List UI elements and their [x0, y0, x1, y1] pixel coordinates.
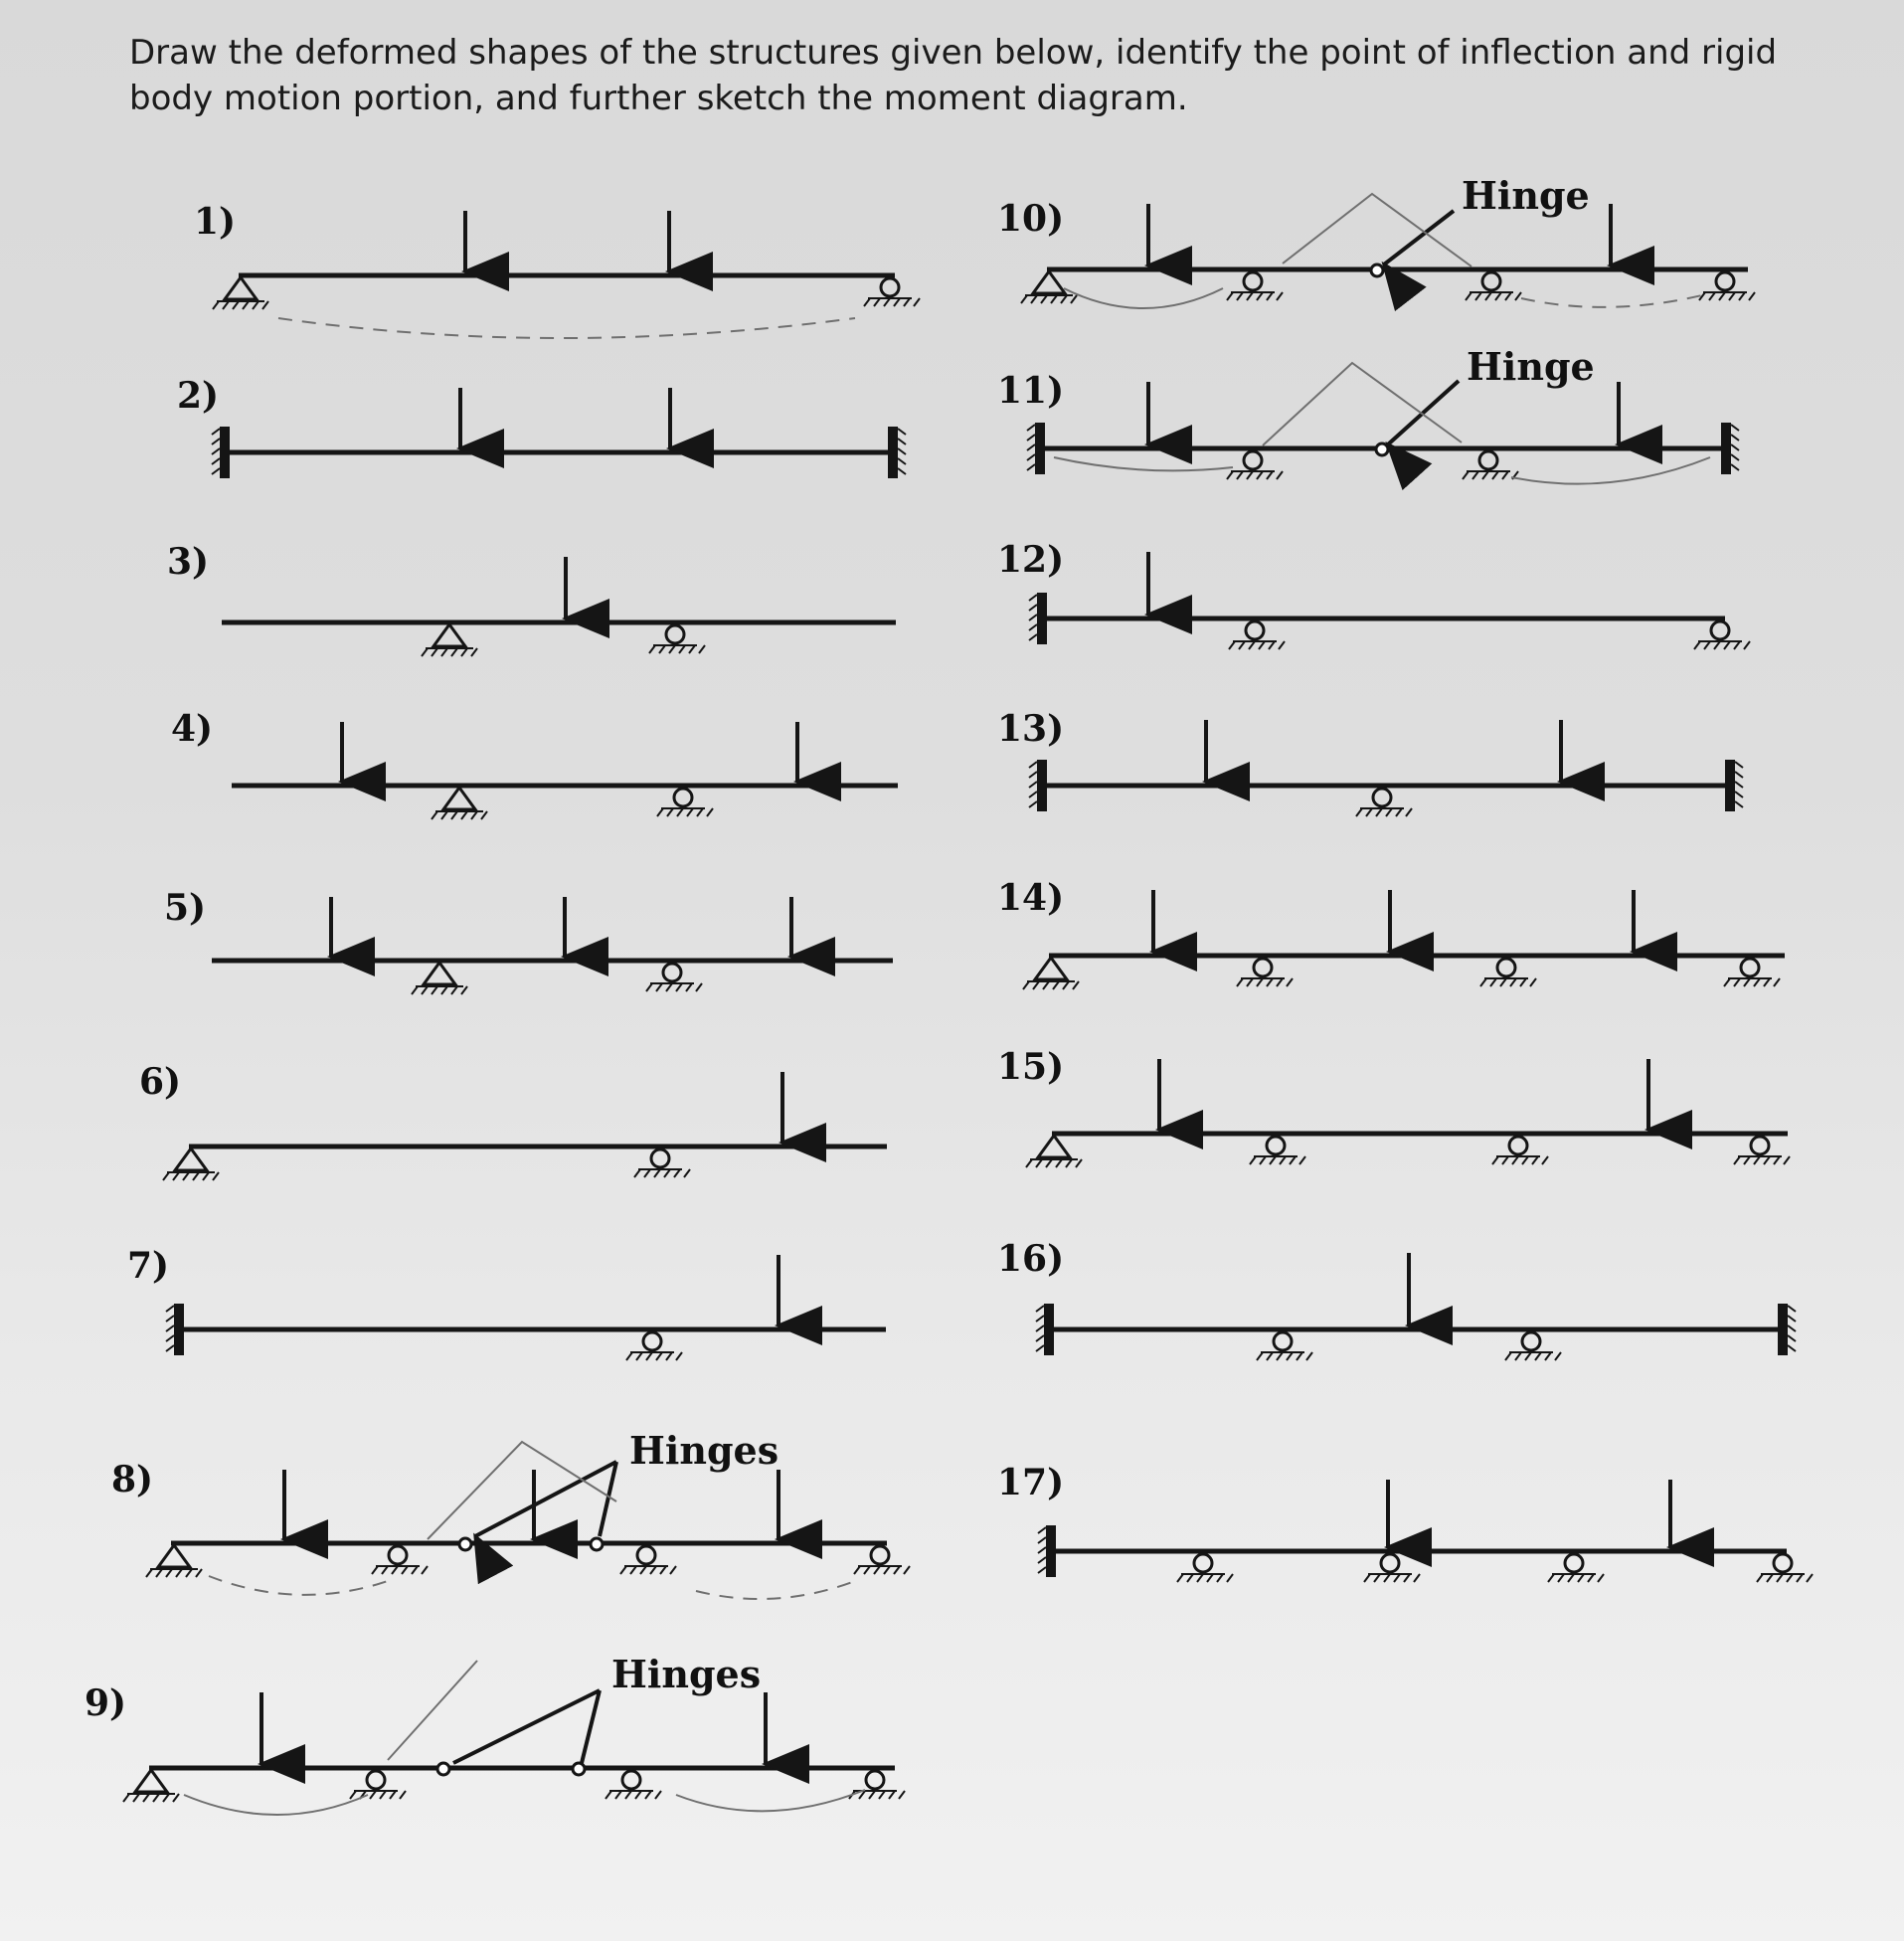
- problem-2: [177, 375, 906, 478]
- problem-6: [139, 1061, 887, 1180]
- problem-label: 7): [127, 1245, 170, 1287]
- problem-17: [997, 1462, 1813, 1582]
- problem-5: [164, 887, 893, 994]
- problem-3: [167, 541, 896, 656]
- instructions-text: Draw the deformed shapes of the structures given below, identify the point of inflection and rigid body motion portion, and further sketch the moment diagram.: [129, 33, 1778, 118]
- problem-12: [997, 539, 1750, 649]
- problem-label: 14): [997, 877, 1065, 919]
- problem-label: 9): [85, 1682, 127, 1724]
- hinge-label-11: Hinge: [1467, 344, 1595, 389]
- problem-label: 8): [111, 1459, 154, 1500]
- problem-10: [997, 173, 1755, 308]
- problem-label: 3): [167, 541, 210, 583]
- problem-label: 17): [997, 1462, 1065, 1503]
- problem-label: 6): [139, 1061, 182, 1103]
- problem-label: 16): [997, 1238, 1065, 1280]
- problem-label: 2): [177, 375, 220, 417]
- problem-1: [194, 201, 920, 338]
- problem-11: [997, 344, 1739, 484]
- hinges-label-9: Hinges: [611, 1652, 762, 1696]
- problem-label: 13): [997, 708, 1065, 750]
- problem-label: 12): [997, 539, 1065, 581]
- problem-15: [997, 1046, 1790, 1167]
- problem-9: [85, 1652, 905, 1815]
- problem-16: [997, 1238, 1796, 1360]
- hinges-label-8: Hinges: [629, 1428, 779, 1473]
- hinge-label-10: Hinge: [1462, 173, 1590, 218]
- problem-7: [127, 1245, 886, 1360]
- problem-4: [171, 708, 898, 819]
- problem-label: 5): [164, 887, 207, 929]
- problem-8: [111, 1428, 910, 1599]
- problem-14: [997, 877, 1785, 989]
- problem-label: 11): [997, 370, 1065, 412]
- problem-label: 4): [171, 708, 214, 750]
- problem-label: 1): [194, 201, 237, 243]
- problem-label: 15): [997, 1046, 1065, 1088]
- problem-13: [997, 708, 1743, 816]
- problem-label: 10): [997, 198, 1065, 240]
